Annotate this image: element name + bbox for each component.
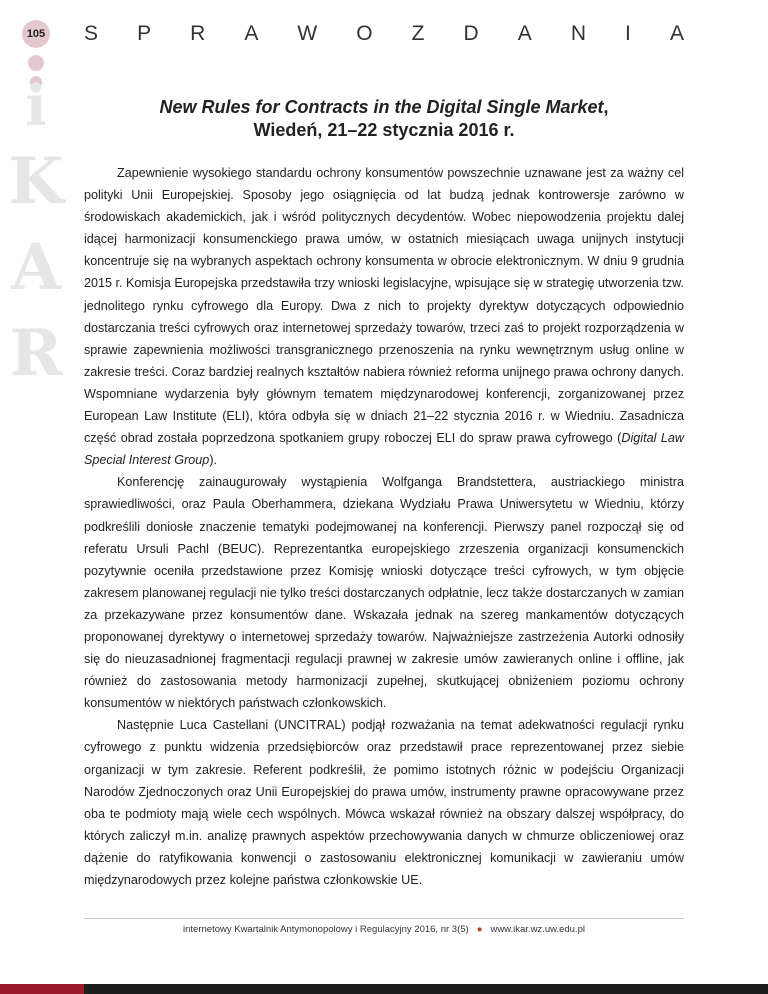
header-letter: W <box>297 22 318 45</box>
paragraph-1-italic: Digital Law Special Interest Group <box>84 431 685 468</box>
decorative-dot <box>28 55 44 71</box>
logo-letter-a: A <box>11 230 61 305</box>
title-location-date: Wiedeń, 21–22 stycznia 2016 r. <box>253 120 515 140</box>
header-letter: S <box>84 22 99 45</box>
logo-letter-r: R <box>9 316 63 391</box>
logo-letter-k: K <box>8 144 64 219</box>
bottom-accent-bar <box>0 984 84 994</box>
page-footer <box>84 924 684 935</box>
footer-divider <box>84 918 684 919</box>
bullet-icon: ● <box>476 924 483 935</box>
header-letter: N <box>570 22 586 45</box>
bottom-dark-bar <box>84 984 768 994</box>
paragraph-2: Konferencję zainaugurowały wystąpienia Wolfganga Brandstettera, austriackiego ministra sprawiedliwości, oraz Paula Oberhammera, dziekana Wydziału Prawa Uniwersytetu w Wiedniu, którzy podkreślili doniosłe znaczenie tematyki podejmowanej na konferencji. Pierwszy panel rozpoczął się od referatu Ursuli Pachl (BEUC). Reprezentantka europejskiego zrzeszenia organizacji konsumenckich pozytywnie oceniła przedstawione przez Komisję wnioski dotyczące treści cyfrowych, w tym objęcie zakresem planowanej regulacji nie tylko treści dostarczanych odpłatnie, lecz także dostarczanych w zamian za przekazywane przez konsumentów dane. Wskazała jednak na szereg mankamentów dotyczących proponowanej dyrektywy o internetowej sprzedaży towarów. Najważniejsze zastrzeżenia Autorki odnosiły się do nieuzasadnionej fragmentacji regulacji prawnej w zakresie umów zawieranych online i offline, jak również do zastosowania metody harmonizacji zupełnej, skutkującej obniżeniem poziomu ochrony konsumentów w niektórych państwach członkowskich. <box>84 475 684 711</box>
header-letter: D <box>463 22 479 45</box>
header-letter: P <box>137 22 152 45</box>
header-letter: A <box>244 22 259 45</box>
article-title <box>80 96 688 142</box>
paragraph-1-end: ). <box>209 453 218 468</box>
paragraph-1-text: Zapewnienie wysokiego standardu ochrony konsumentów powszechnie uznawane jest za ważny cel polityki Unii Europejskiej. Sposoby jego osiągnięcia od lat budzą jednak kontrowersje zarówno w środowiskach akademickich, jak i wśród politycznych decydentów. Wobec niepowodzenia projektu dalej idącej harmonizacji konsumenckiego prawa umów, w ostatnich miesiącach uwaga unijnych instytucji koncentruje się na wybranych aspektach ochrony konsumenta w obrocie elektronicznym. W dniu 9 grudnia 2015 r. Komisja Europejska przedstawiła trzy wnioski legislacyjne, wpisujące się w strategię utworzenia tzw. jednolitego rynku cyfrowego dla Europy. Dwa z nich to projekty dyrektyw dotyczących odpowiednio dostarczania treści cyfrowych oraz internetowej sprzedaży towarów, trzeci zaś to projekt rozporządzenia w sprawie zapewnienia możliwości transgranicznego przenoszenia na rynku wewnętrznym usług online w zakresie treści. Coraz bardziej realnych kształtów nabiera również reforma unijnego prawa ochrony danych. Wspomniane wydarzenia były głównym tematem międzynarodowej konferencji, zorganizowanej przez European Law Institute (ELI), która odbyła się w dniach 21–22 stycznia 2016 r. w Wiedniu. Zasadnicza część obrad została poprzedzona spotkaniem grupy roboczej ELI do spraw prawa cyfrowego ( <box>84 166 684 446</box>
header-letter: R <box>190 22 206 45</box>
header-letter: O <box>356 22 373 45</box>
paragraph-3: Następnie Luca Castellani (UNCITRAL) podjął rozważania na temat adekwatności regulacji rynku cyfrowego z punktu widzenia przedsiębiorców oraz przedstawił prace reprezentowanej przez siebie organizacji w tym zakresie. Referent podkreślił, że pomimo istotnych różnic w podejściu Organizacji Narodów Zjednoczonych oraz Unii Europejskiej do prawa umów, instrumenty prawne opracowywane przez oba te podmioty mają wiele cech wspólnych. Mówca wskazał również na obszary dalszej współpracy, do których zaliczył m.in. analizę prawnych aspektów przechowywania danych w chmurze obliczeniowej oraz dążenie do ratyfikowania konwencji o zastosowaniu elektronicznej komunikacji w zawieraniu umów międzynarodowych przez kolejne państwa członkowskie UE. <box>84 718 684 887</box>
header-letter: A <box>517 22 532 45</box>
footer-url[interactable]: www.ikar.wz.uw.edu.pl <box>490 924 585 935</box>
section-header <box>84 22 684 46</box>
header-letter: A <box>669 22 684 45</box>
title-event-name: New Rules for Contracts in the Digital Single Market <box>159 97 604 117</box>
article-body <box>84 162 684 891</box>
page-number: 105 <box>22 20 50 48</box>
title-comma: , <box>603 97 609 117</box>
logo-letter-i: i <box>25 73 47 139</box>
header-letter: Z <box>411 22 425 45</box>
header-letter: I <box>625 22 631 45</box>
paragraph-1 <box>84 162 684 471</box>
footer-journal: internetowy Kwartalnik Antymonopolowy i Regulacyjny 2016, nr 3(5) <box>183 924 469 935</box>
